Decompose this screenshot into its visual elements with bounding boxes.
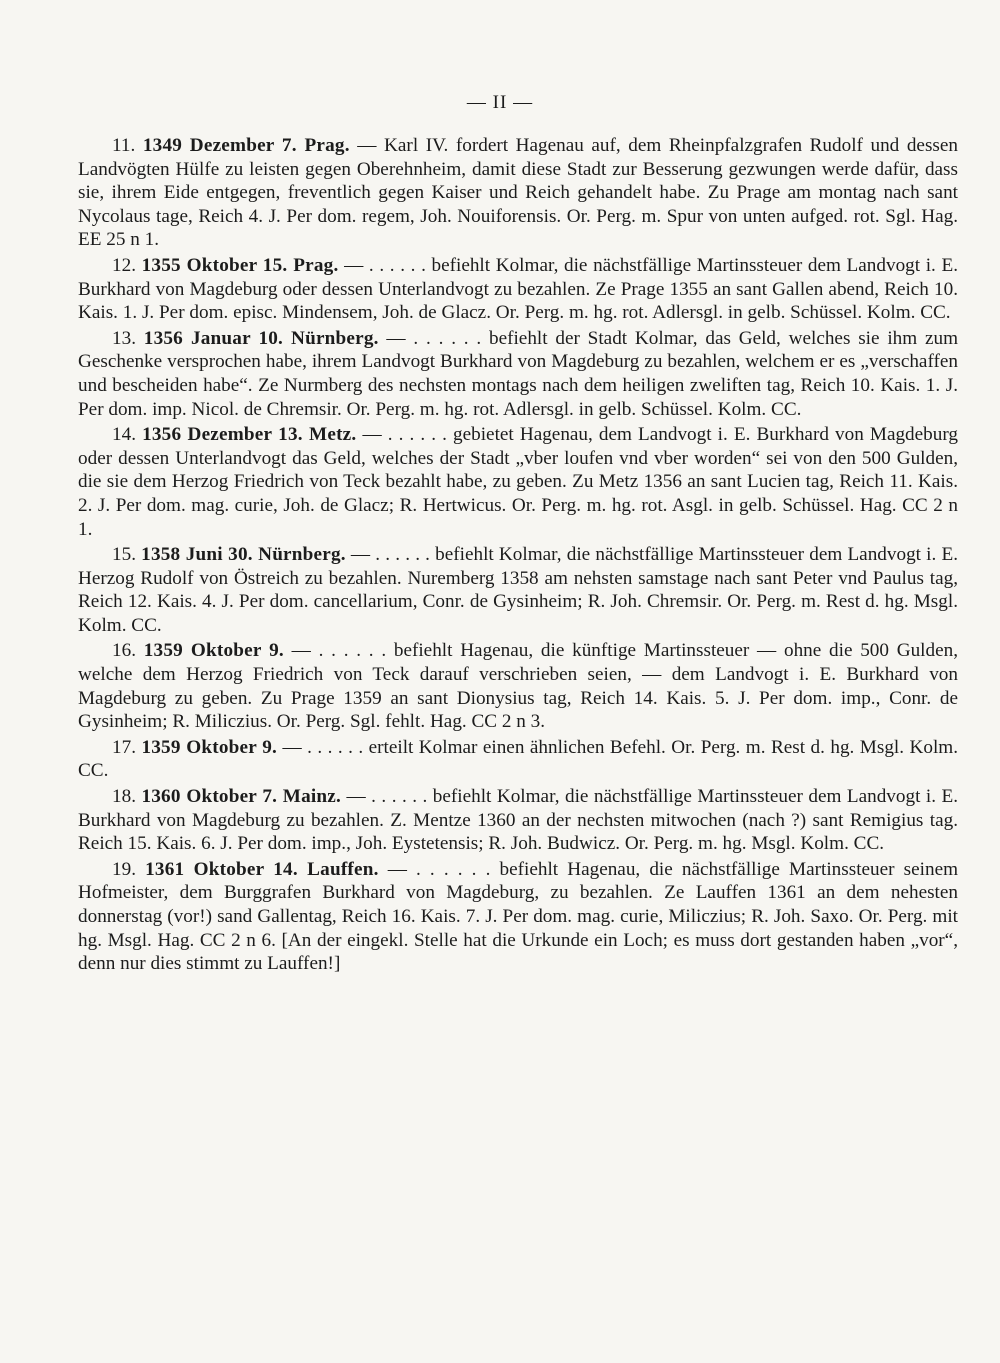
entry-number: 11. bbox=[112, 135, 136, 156]
entry-18 bbox=[78, 785, 958, 856]
entry-14 bbox=[78, 423, 958, 541]
entry-date-place: 1356 Januar 10. Nürnberg. bbox=[143, 327, 379, 349]
entry-text: — . . . . . . befiehlt Hagenau, die nächstfällige Martinssteuer seinem Hofmeister, dem Burggrafen Burkhard von Magdeburg, zu bezahlen. Ze Lauffen 1361 an dem nehesten donnerstag (vor!) sand Gallentag, Reich 16. Kais. 7. J. Per dom. mag. curie, Miliczius; R. Joh. Saxo. Or. Perg. mit hg. Msgl. Hag. CC 2 n 6. [An der eingekl. Stelle hat die Urkunde ein Loch; es muss dort gestanden haben „vor“, denn nur dies stimmt zu Lauffen!] bbox=[78, 858, 959, 975]
entry-number: 19. bbox=[112, 858, 136, 880]
entry-date-place: 1358 Juni 30. Nürnberg. bbox=[141, 544, 346, 566]
entry-number: 18. bbox=[112, 786, 136, 808]
entry-number: 13. bbox=[112, 327, 136, 349]
entry-number: 15. bbox=[112, 544, 136, 566]
entry-number: 17. bbox=[112, 736, 136, 758]
entry-date-place: 1356 Dezember 13. Metz. bbox=[142, 424, 357, 446]
entry-16 bbox=[78, 639, 958, 733]
entry-text: — . . . . . . befiehlt Kolmar, die nächstfällige Martinssteuer dem Landvogt i. E. Burkhard von Magdeburg oder dessen Unterlandvogt zu bezahlen. Ze Prage 1355 an sant Gallen abend, Reich 10. Kais. 1. J. Per dom. episc. Mindensem, Joh. de Glacz. Or. Perg. m. hg. rot. Adlersgl. in gelb. Schüssel. Kolm. CC. bbox=[78, 254, 959, 324]
entry-text: — . . . . . . befiehlt Kolmar, die nächstfällige Martinssteuer dem Landvogt i. E. Herzog Rudolf von Östreich zu bezahlen. Nuremberg 1358 am nehsten samstage nach sant Peter vnd Paulus tag, Reich 12. Kais. 4. J. Per dom. cancellarium, Conr. de Gysinheim; R. Joh. Chremsir. Or. Perg. m. Rest d. hg. Msgl. Kolm. CC. bbox=[78, 544, 958, 636]
entry-19 bbox=[78, 858, 958, 976]
entry-12 bbox=[78, 254, 958, 325]
entry-text: — . . . . . . befiehlt Hagenau, die künftige Martinssteuer — ohne die 500 Gulden, welche dem Herzog Friedrich von Teck darauf verschrieben seien, — dem Landvogt i. E. Burkhard von Magdeburg zu geben. Zu Prage 1359 an sant Dionysius tag, Reich 14. Kais. 5. J. Per dom. imp., Conr. de Gysinheim; R. Miliczius. Or. Perg. Sgl. fehlt. Hag. CC 2 n 3. bbox=[78, 640, 959, 733]
entry-15 bbox=[78, 543, 958, 637]
entry-17 bbox=[78, 736, 958, 783]
entry-number: 14. bbox=[112, 424, 136, 446]
entry-number: 12. bbox=[112, 254, 136, 276]
entry-11 bbox=[78, 134, 958, 252]
entry-text: — . . . . . . befiehlt der Stadt Kolmar, das Geld, welches sie ihm zum Geschenke versprochen habe, ihrem Landvogt Burkhard von Magdeburg zu bezahlen, welchem er es „verschaffen und bescheiden habe“. Ze Nurmberg des nechsten montags nach dem heiligen zweliften tag, Reich 10. Kais. 1. J. Per dom. imp. Nicol. de Chremsir. Or. Perg. m. hg. rot. Adlersgl. in gelb. Schüssel. Kolm. CC. bbox=[78, 327, 958, 420]
page-number: — II — bbox=[466, 92, 534, 113]
entry-date-place: 1361 Oktober 14. Lauffen. bbox=[145, 858, 379, 880]
entry-number: 16. bbox=[112, 640, 136, 662]
entry-text: — . . . . . . gebietet Hagenau, dem Landvogt i. E. Burkhard von Magdeburg oder dessen Unterlandvogt das Geld, welches der Stadt „vber loufen vnd vber worden“ sei von den 500 Gulden, die sie dem Herzog Friedrich von Teck bezahlt habe, zu geben. Zu Metz 1356 an sant Lucien tag, Reich 11. Kais. 2. J. Per dom. mag. curie, Joh. de Glacz; R. Hertwicus. Or. Perg. m. hg. rot. Asgl. in gelb. Schüssel. Hag. CC 2 n 1. bbox=[78, 424, 958, 540]
entry-text: — . . . . . . befiehlt Kolmar, die nächstfällige Martinssteuer dem Landvogt i. E. Burkhard von Magdeburg zu bezahlen. Z. Mentze 1360 an der nechsten mitwochen (nach ?) sant Remigius tag. Reich 15. Kais. 6. J. Per dom. imp., Joh. Eystetensis; R. Joh. Budwicz. Or. Perg. m. hg. Msgl. Kolm. CC. bbox=[78, 786, 959, 855]
entry-date-place: 1360 Oktober 7. Mainz. bbox=[141, 786, 342, 808]
entry-date-place: 1359 Oktober 9. bbox=[143, 640, 284, 662]
entry-date-place: 1349 Dezember 7. Prag. bbox=[142, 135, 350, 156]
entry-list bbox=[78, 134, 958, 978]
entry-date-place: 1359 Oktober 9. bbox=[141, 736, 278, 758]
entry-text: — Karl IV. fordert Hagenau auf, dem Rheinpfalzgrafen Rudolf und dessen Landvögten Hülfe zu leisten gegen Oberehnheim, damit diese Stadt zur Besserung gezwungen werde dafür, dass sie, ihrem Eide entgegen, freventlich gegen Kaiser und Reich gehandelt habe. Zu Prage am montag nach sant Nycolaus tage, Reich 4. J. Per dom. regem, Joh. Nouiforensis. Or. Perg. m. Spur von unten aufged. rot. Sgl. Hag. EE 25 n 1. bbox=[78, 135, 958, 251]
entry-13 bbox=[78, 327, 958, 421]
entry-text: — . . . . . . erteilt Kolmar einen ähnlichen Befehl. Or. Perg. m. Rest d. hg. Msgl. Kolm. CC. bbox=[78, 736, 958, 782]
entry-date-place: 1355 Oktober 15. Prag. bbox=[141, 254, 339, 276]
